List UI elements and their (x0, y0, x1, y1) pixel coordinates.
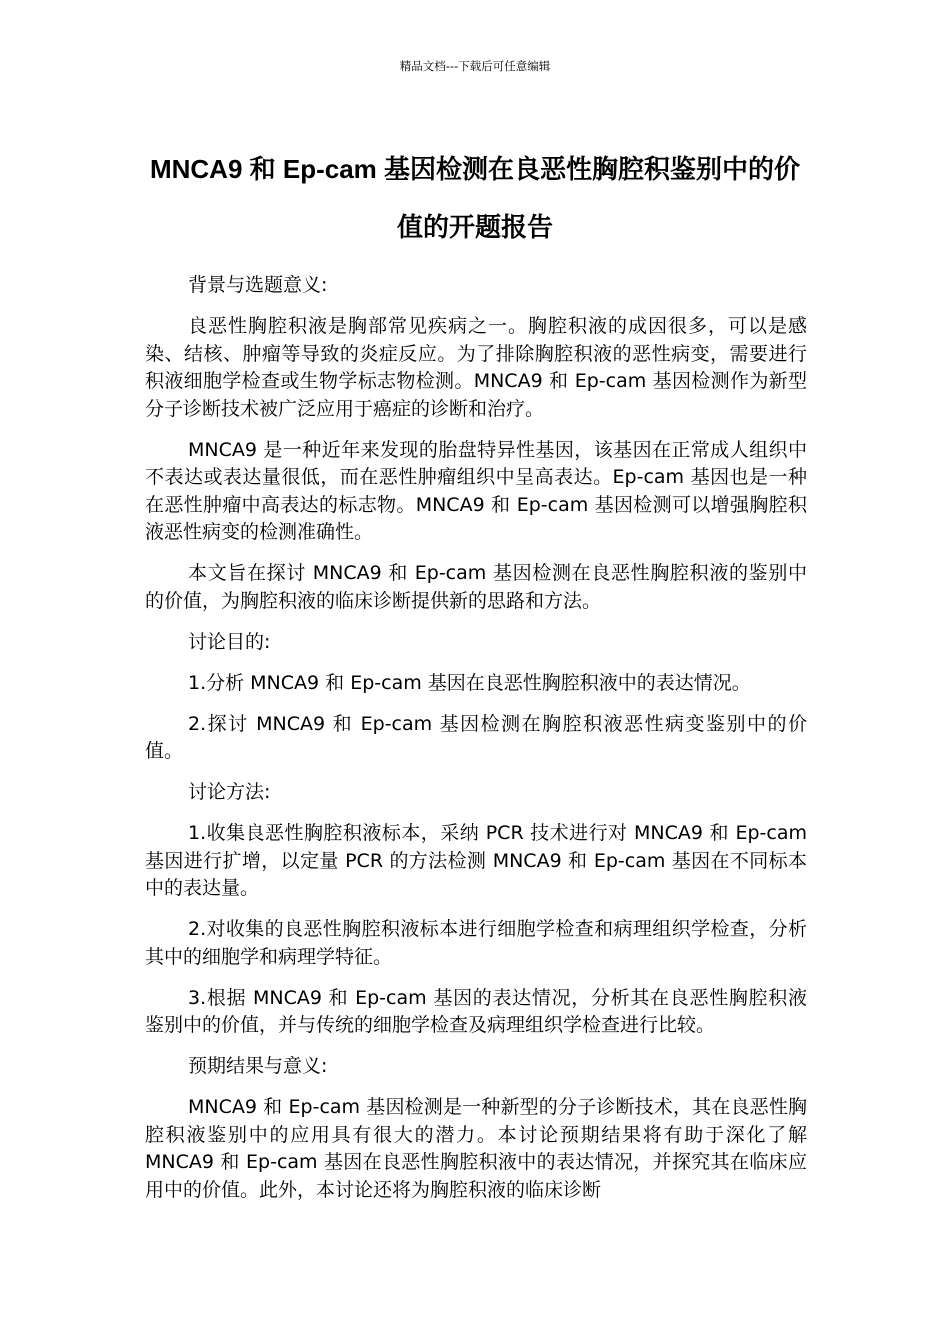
paragraph-background-1: 良恶性胸腔积液是胸部常见疾病之一。胸腔积液的成因很多，可以是感染、结核、肿瘤等导致的炎症反应。为了排除胸腔积液的恶性病变，需要进行积液细胞学检查或生物学标志物检测。MNCA9 和 Ep-cam 基因检测作为新型分子诊断技术被广泛应用于癌症的诊断和治疗。 (145, 315, 807, 420)
document-title: MNCA9 和 Ep-cam 基因检测在良恶性胸腔积鉴别中的价值的开题报告 (149, 154, 801, 242)
method-item-3: 3.根据 MNCA9 和 Ep-cam 基因的表达情况，分析其在良恶性胸腔积液鉴别中的价值，并与传统的细胞学检查及病理组织学检查进行比较。 (145, 986, 807, 1036)
paragraph-result-1: MNCA9 和 Ep-cam 基因检测是一种新型的分子诊断技术，其在良恶性胸腔积液鉴别中的应用具有很大的潜力。本讨论预期结果将有助于深化了解 MNCA9 和 Ep-cam 基因在良恶性胸腔积液中的表达情况，并探究其在临床应用中的价值。此外，本讨论还将为胸腔积液的临床诊断 (145, 1096, 807, 1201)
document-body (145, 272, 807, 1218)
method-item-2: 2.对收集的良恶性胸腔积液标本进行细胞学检查和病理组织学检查，分析其中的细胞学和病理学特征。 (145, 918, 807, 968)
header-note: 精品文档---下载后可任意编辑 (399, 59, 551, 73)
paragraph-background-2: MNCA9 是一种近年来发现的胎盘特异性基因，该基因在正常成人组织中不表达或表达量很低，而在恶性肿瘤组织中呈高表达。Ep-cam 基因也是一种在恶性肿瘤中高表达的标志物。MNCA9 和 Ep-cam 基因检测可以增强胸腔积液恶性病变的检测准确性。 (145, 438, 807, 543)
section-heading-purpose: 讨论目的: (188, 630, 271, 653)
purpose-item-2: 2.探讨 MNCA9 和 Ep-cam 基因检测在胸腔积液恶性病变鉴别中的价值。 (145, 712, 807, 762)
section-heading-background: 背景与选题意义: (188, 274, 328, 296)
paragraph-background-3: 本文旨在探讨 MNCA9 和 Ep-cam 基因检测在良恶性胸腔积液的鉴别中的价值，为胸腔积液的临床诊断提供新的思路和方法。 (145, 562, 807, 612)
method-item-1: 1.收集良恶性胸腔积液标本，采纳 PCR 技术进行对 MNCA9 和 Ep-cam 基因进行扩增，以定量 PCR 的方法检测 MNCA9 和 Ep-cam 基因在不同标本中的表达量。 (145, 822, 807, 899)
section-heading-result: 预期结果与意义: (188, 1055, 328, 1077)
section-heading-method: 讨论方法: (188, 781, 271, 803)
purpose-item-1: 1.分析 MNCA9 和 Ep-cam 基因在良恶性胸腔积液中的表达情况。 (188, 671, 751, 694)
